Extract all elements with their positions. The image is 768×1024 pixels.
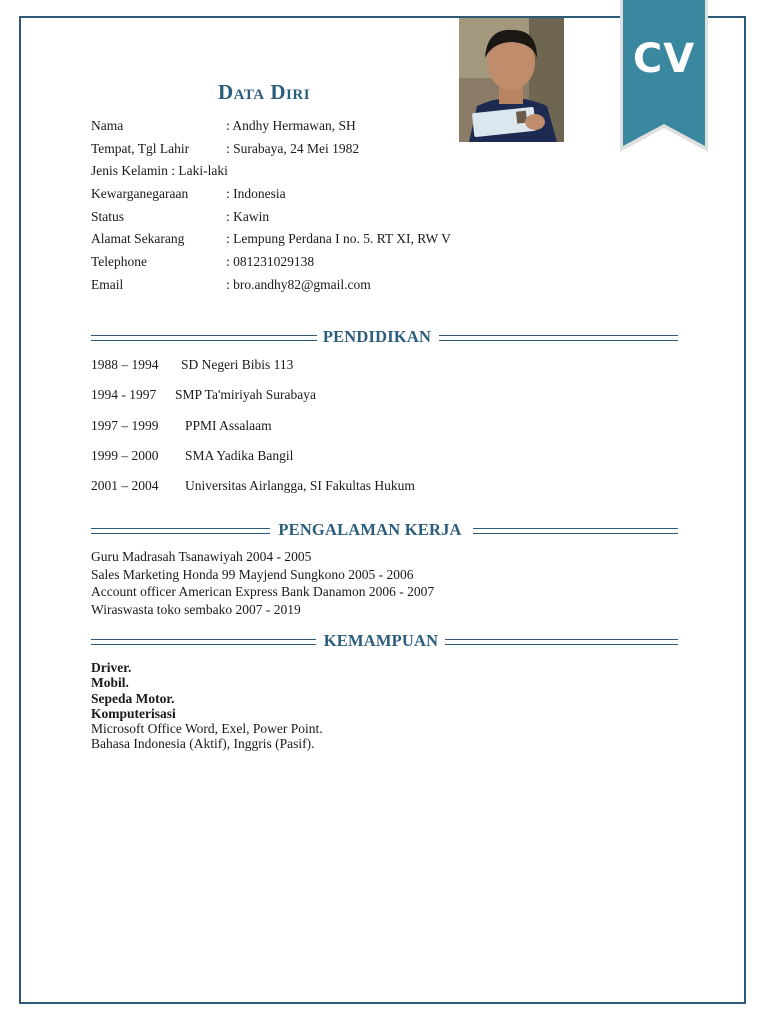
info-value: : Surabaya, 24 Mei 1982 <box>226 140 360 156</box>
list-item: Guru Madrasah Tsanawiyah 2004 - 2005 <box>91 549 312 564</box>
heading-rule-right <box>445 639 678 645</box>
info-row-telephone <box>91 253 315 276</box>
pengalaman-title: PENGALAMAN KERJA <box>278 520 462 539</box>
edu-years: 1999 – 2000 <box>91 447 159 463</box>
info-row-kewarganegaraan <box>91 185 286 208</box>
info-row-nama <box>91 117 356 140</box>
info-label: Status <box>91 208 125 224</box>
heading-rule-left <box>91 528 270 534</box>
kemampuan-list <box>91 660 323 752</box>
edu-years: 1997 – 1999 <box>91 417 159 433</box>
pengalaman-list <box>91 548 434 618</box>
info-row-ttl <box>91 140 360 163</box>
edu-years: 1994 - 1997 <box>91 387 157 403</box>
info-row-jenis-kelamin <box>91 162 228 185</box>
heading-rule-right <box>473 528 678 534</box>
info-label: Alamat Sekarang <box>91 231 185 247</box>
info-label: Telephone <box>91 254 148 270</box>
personal-info <box>91 117 451 299</box>
list-item: Sepeda Motor. <box>91 690 175 706</box>
heading-rule-left <box>91 639 316 645</box>
kemampuan-heading <box>91 631 678 651</box>
cv-ribbon-label: CV <box>632 36 696 82</box>
list-item: Bahasa Indonesia (Aktif), Inggris (Pasif). <box>91 736 315 752</box>
edu-school: Universitas Airlangga, SI Fakultas Hukum <box>185 478 415 494</box>
info-value: : bro.andhy82@gmail.com <box>226 276 371 292</box>
list-item: Komputerisasi <box>91 705 176 721</box>
list-item: Wiraswasta toko sembako 2007 - 2019 <box>91 601 301 617</box>
heading-rule-left <box>91 335 317 341</box>
info-label: Nama <box>91 118 124 133</box>
data-diri-heading: Data Diri <box>218 80 311 104</box>
profile-photo <box>459 18 564 142</box>
info-label: Kewarganegaraan <box>91 186 189 202</box>
pendidikan-heading <box>91 327 678 347</box>
info-value: : Laki-laki <box>171 163 228 179</box>
info-label: Tempat, Tgl Lahir <box>91 140 190 156</box>
kemampuan-title: KEMAMPUAN <box>323 631 439 650</box>
edu-school: PPMI Assalaam <box>185 417 272 433</box>
edu-years: 1988 – 1994 <box>91 357 159 372</box>
info-label: Email <box>91 276 124 292</box>
edu-school: SMP Ta'miriyah Surabaya <box>175 387 316 403</box>
info-row-email <box>91 276 371 299</box>
info-value: : Kawin <box>226 208 270 224</box>
info-value: : Lempung Perdana I no. 5. RT XI, RW V <box>226 231 451 247</box>
list-item: Driver. <box>91 660 132 675</box>
info-value: : 081231029138 <box>226 254 315 270</box>
cv-ribbon <box>620 0 708 152</box>
heading-rule-right <box>439 335 678 341</box>
info-row-status <box>91 208 270 231</box>
pengalaman-heading <box>91 520 678 540</box>
list-item: Microsoft Office Word, Exel, Power Point. <box>91 721 323 737</box>
info-row-alamat <box>91 230 451 253</box>
edu-school: SMA Yadika Bangil <box>185 447 294 463</box>
list-item: Sales Marketing Honda 99 Mayjend Sungkono 2005 - 2006 <box>91 566 414 582</box>
pendidikan-title: PENDIDIKAN <box>322 327 432 346</box>
info-value: : Indonesia <box>226 186 286 202</box>
edu-school: SD Negeri Bibis 113 <box>181 357 294 372</box>
list-item: Mobil. <box>91 675 129 691</box>
edu-years: 2001 – 2004 <box>91 478 159 494</box>
info-value: : Andhy Hermawan, SH <box>226 118 356 133</box>
info-label: Jenis Kelamin <box>91 163 168 179</box>
list-item: Account officer American Express Bank Danamon 2006 - 2007 <box>91 584 435 600</box>
